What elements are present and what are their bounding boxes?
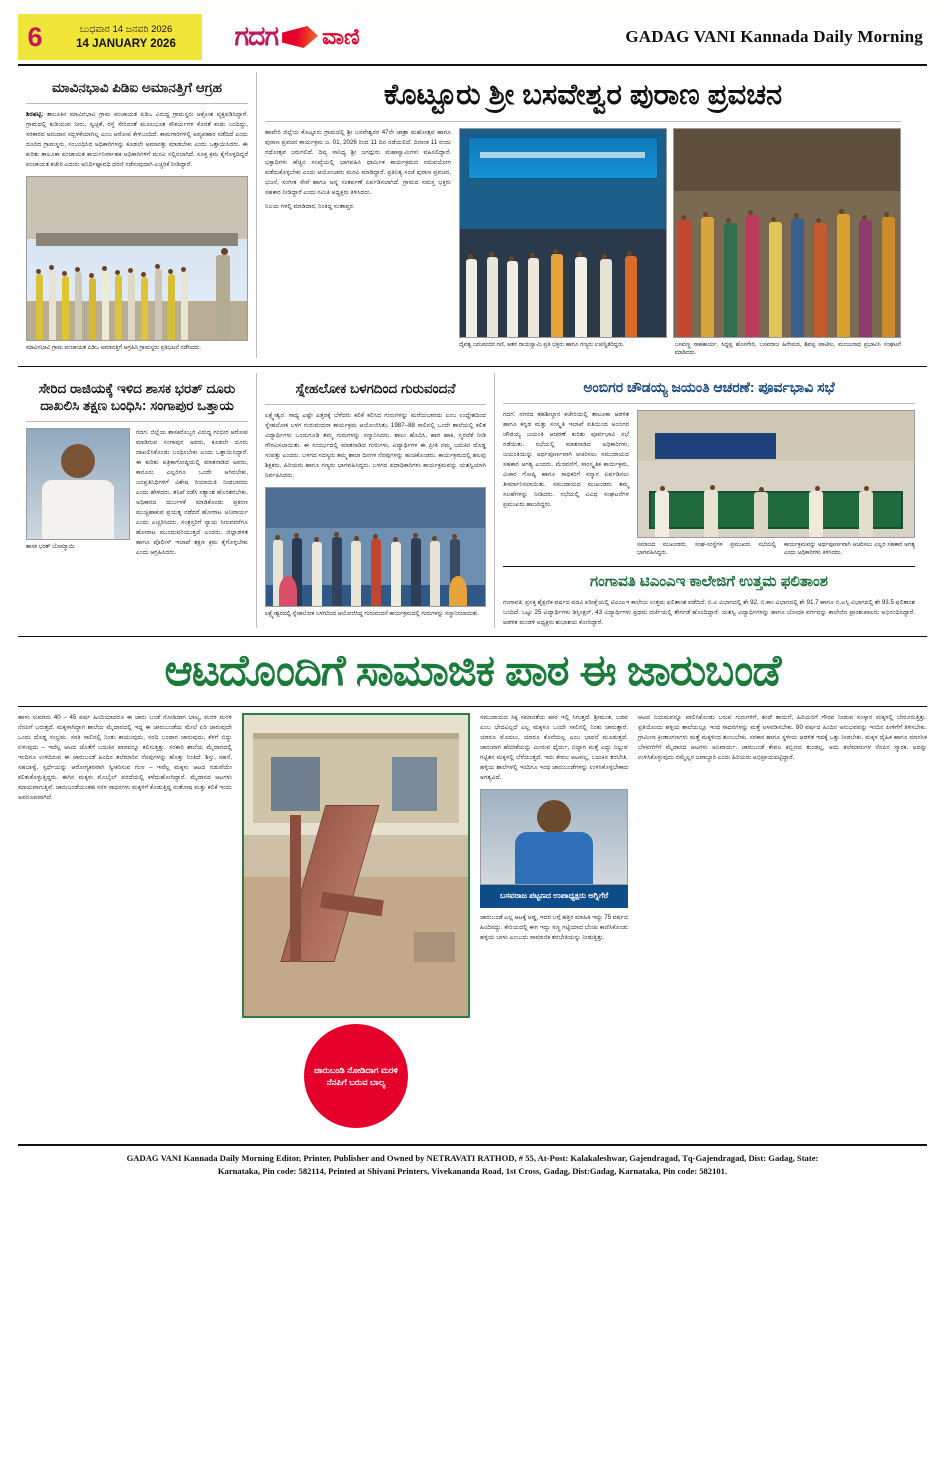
date-block <box>52 14 202 60</box>
paper-title: GADAG VANI Kannada Daily Morning <box>625 27 923 46</box>
photo-meeting <box>637 410 915 538</box>
section-divider <box>18 636 927 637</box>
photo-guruvandane-group <box>265 487 486 607</box>
divider <box>265 121 901 122</box>
article-headline: ಸ್ನೇಹಲೋಕ ಬಳಗದಿಂದ ಗುರುವಂದನೆ <box>295 381 456 397</box>
photo-caption-left: ದೈವತ್ವ ಜರುವಂದರ ಗಣಿ, ಆತನ ರಾಯಸ್ವಾಮಿ ಪ್ರತಿ ಭಕ್ತರು ಹಾಗೂ ಗಣ್ಯರು ಉಪಸ್ಥಿತರಿದ್ದರು. <box>459 341 625 348</box>
article-lead: ಶಿರಹಟ್ಟಿ: <box>26 110 44 118</box>
feature-body-col2: ಸಮುದಾಯದ ಸಿಕ್ಕ ಸಮಾನತೆಯ ಪಾಠ ಇಲ್ಲಿ ಸಿಗುತ್ತದೆ. ಶ್ರೀಮಂತ, ಬಡವ ಎಂಬ ಭೇದವಿಲ್ಲದೆ ಎಲ್ಲ ಮಕ್ಕಳೂ ಒಂದೇ ಸಾಲಿನಲ್ಲಿ ನಿಂತು ಜಾರುತ್ತಾರೆ. ಯಾರೂ ಮೊದಲು, ಯಾರೂ ಕೊನೆಯಲ್ಲ ಎಂಬ ಭಾವನೆ ಮೂಡುತ್ತದೆ. ಜಾರುವಾಗ ಹೆದರಿಕೆಯನ್ನು ಮೀರುವ ಧೈರ್ಯ, ಬಿದ್ದಾಗ ಮತ್ತೆ ಎದ್ದು ನಿಲ್ಲುವ ಗಟ್ಟಿತನ ಮಕ್ಕಳಲ್ಲಿ ಬೆಳೆಯುತ್ತದೆ. ಇದು ಕೇವಲ ಆಟವಲ್ಲ, ಬದುಕಿನ ತರಬೇತಿ. ಹಳ್ಳಿಯ ಶಾಲೆಗಳಲ್ಲಿ ಇಂದಿಗೂ ಇಂಥ ಜಾರುಬಂಡೆಗಳನ್ನು ಉಳಿಸಿಕೊಳ್ಳಬೇಕಾದ ಅಗತ್ಯವಿದೆ. <box>480 713 628 782</box>
page-number: 6 <box>18 14 52 60</box>
feature-photo-block <box>242 713 470 1134</box>
article-body: ಲಕ್ಷ್ಮೇಶ್ವರ: ಸಾಧ್ಯ ಎಷ್ಟೇ ಎತ್ತರಕ್ಕೆ ಬೆಳೆದರು ಕಲಿಕೆ ಕಲಿಸಿದ ಗುರುಗಳನ್ನು ಮರೆಯಬಾರದು ಎಂಬ ಉದ್ದೇಶದಿಂದ ಸ್ನೇಹಲೋಕ ಬಳಗ ಗುರುವಂದನಾ ಕಾರ್ಯಕ್ರಮ ಆಯೋಜಿಸಿತು. 1987–88 ಸಾಲಿನಲ್ಲಿ ಒಂದೇ ಶಾಲೆಯಲ್ಲಿ ಕಲಿತ ವಿದ್ಯಾರ್ಥಿಗಳು ಒಂದುಗೂಡಿ ತಮ್ಮ ಗುರುಗಳನ್ನು ಸನ್ಮಾನಿಸಿದರು. ಶಾಲು ಹೊದಿಸಿ, ಹಾರ ಹಾಕಿ, ಸ್ಮರಣಿಕೆ ನೀಡಿ ಗೌರವಿಸಲಾಯಿತು. ಈ ಸಂದರ್ಭದಲ್ಲಿ ಮಾತನಾಡಿದ ಗುರುಗಳು, ವಿದ್ಯಾರ್ಥಿಗಳ ಈ ಪ್ರೀತಿ ನಮ್ಮ ಬದುಕಿನ ದೊಡ್ಡ ಸಂಪತ್ತು ಎಂದರು. ಬಳಗದ ಸದಸ್ಯರು ತಮ್ಮ ಶಾಲಾ ದಿನಗಳ ನೆನಪುಗಳನ್ನು ಹಂಚಿಕೊಂಡರು. ಕಾರ್ಯಕ್ರಮದಲ್ಲಿ ಹಲವು ಶಿಕ್ಷಕರು, ಹಿರಿಯರು ಹಾಗೂ ಗಣ್ಯರು ಭಾಗವಹಿಸಿದ್ದರು. ಬಳಗದ ಪದಾಧಿಕಾರಿಗಳು ಕಾರ್ಯಕ್ರಮವನ್ನು ಯಶಸ್ವಿಯಾಗಿ ನಿರ್ವಹಿಸಿದರು. <box>265 412 486 480</box>
article-headline: ಕೊಟ್ಟೂರು ಶ್ರೀ ಬಸವೇಶ್ವರ ಪುರಾಣ ಪ್ರವಚನ <box>383 79 783 111</box>
article-body-tail: ನಿಲಯ ಗಳಲ್ಲಿ ಮಾಡಿದಾರ, ನಿಂತಿದ್ದ ಸಂತಾಪ್ತರ. <box>265 203 355 211</box>
row-1 <box>18 72 927 358</box>
stage-banner <box>468 137 657 179</box>
divider <box>503 403 915 404</box>
crowd <box>27 246 247 341</box>
photo-group <box>637 410 915 558</box>
logo-kannada-text: ಗದಗ <box>234 21 279 51</box>
seated-women-row <box>674 175 900 337</box>
feature-body-col3: ಆಟದ ನಿಯಮವನ್ನೂ ಪಾಲಿಸಿಕೊಂಡು ಬರುವ ಗುರುಗಳಿಗೆ, ತಂದೆ ತಾಯಿಗೆ, ಹಿರಿಯರಿಗೆ ಗೌರವ ನೀಡುವ ಸಂಸ್ಕಾರ ಮಕ್ಕಳಲ್ಲಿ ಬೇರೂರುತ್ತಿತ್ತು. ಪ್ರತಿಯೊಂದು ಹಳ್ಳಿಯ ಶಾಲೆಯಲ್ಲೂ ಇಂಥ ಸಾಧನಗಳನ್ನು ಮತ್ತೆ ಅಳವಡಿಸಬೇಕು. 80 ವರ್ಷದ ಹಿಂದಿನ ಅನುಭವವನ್ನು ಇಂದಿನ ಪೀಳಿಗೆಗೆ ತಿಳಿಸಬೇಕು. ಗ್ರಾಮೀಣ ಕ್ರೀಡಾಂಗಣಗಳು ಮತ್ತೆ ಮಕ್ಕಳಿಂದ ತುಂಬಬೇಕು. ಸರಕಾರ ಹಾಗೂ ಸ್ಥಳೀಯ ಆಡಳಿತ ಇದಕ್ಕೆ ಒತ್ತು ನೀಡಬೇಕು. ಮಕ್ಕಳ ದೈಹಿಕ ಹಾಗೂ ಮಾನಸಿಕ ಬೆಳವಣಿಗೆಗೆ ಮೈದಾನದ ಆಟಗಳು ಅನಿವಾರ್ಯ. ಜಾರುಬಂಡೆ ಕೇವಲ ಕಬ್ಬಿಣದ ತುಂಡಲ್ಲ, ಅದು ತಲೆಮಾರುಗಳ ನೆನಪಿನ ಸ್ಮಾರಕ. ಅದನ್ನು ಉಳಿಸಿಕೊಳ್ಳುವುದು ನಮ್ಮೆಲ್ಲರ ಜವಾಬ್ದಾರಿ ಎಂದು ಹಿರಿಯರು ಅಭಿಪ್ರಾಯಪಟ್ಟಿದ್ದಾರೆ. <box>638 713 927 762</box>
article-body: ಗಂಗಾವತಿ: ಪ್ರಸಕ್ತ ಶೈಕ್ಷಣಿಕ ವರ್ಷದ ಪದವಿ ಪರೀಕ್ಷೆಯಲ್ಲಿ ಟಿಎಂಎಇ ಕಾಲೇಜು ಉತ್ತಮ ಫಲಿತಾಂಶ ಪಡೆದಿದೆ. ಬಿ.ಎ ವಿಭಾಗದಲ್ಲಿ ಶೇ 92, ಬಿ.ಕಾಂ ವಿಭಾಗದಲ್ಲಿ ಶೇ 91.7 ಹಾಗೂ ಬಿ.ಎಸ್ಸಿ ವಿಭಾಗದಲ್ಲಿ ಶೇ 93.5 ಫಲಿತಾಂಶ ಬಂದಿದೆ. ಒಟ್ಟು 25 ವಿದ್ಯಾರ್ಥಿಗಳು ಡಿಸ್ಟಿಂಕ್ಷನ್, 43 ವಿದ್ಯಾರ್ಥಿಗಳು ಪ್ರಥಮ ದರ್ಜೆಯಲ್ಲಿ ತೇರ್ಗಡೆ ಹೊಂದಿದ್ದಾರೆ. ಯಶಸ್ವಿ ವಿದ್ಯಾರ್ಥಿಗಳನ್ನು ಹಾಗೂ ಬೋಧಕ ವರ್ಗವನ್ನು ಕಾಲೇಜಿನ ಪ್ರಾಂಶುಪಾಲರು ಅಭಿನಂದಿಸಿದ್ದಾರೆ. ಆಡಳಿತ ಮಂಡಳಿ ಅಧ್ಯಕ್ಷರು ಶುಭಾಶಯ ಕೋರಿದ್ದಾರೆ. <box>503 598 915 626</box>
meeting-attendees <box>638 459 914 537</box>
feature-article <box>18 647 927 1134</box>
footer-line-2: Karnataka, Pin code: 582114, Printed at Shivani Printers, Vivekananda Road, 1st Cross, Gadag, Dist:Gadag, Karnataka, Pin code: 582101. <box>217 1165 728 1176</box>
photo-women-audience <box>673 128 901 338</box>
flame-icon <box>282 26 318 48</box>
divider <box>18 706 927 707</box>
feature-headline: ಆಟದೊಂದಿಗೆ ಸಾಮಾಜಿಕ ಪಾಠ ಈ ಜಾರುಬಂಡೆ <box>164 646 781 695</box>
article-body <box>26 110 248 170</box>
divider <box>26 103 248 104</box>
divider <box>26 421 248 422</box>
article-headline: ಸೇರಿದ ರಾಜಿಯಕ್ಕೆ ಇಳಿದ ಶಾಸಕ ಭರತ್ ದೂರು ದಾಖಲಿಸಿ ತಕ್ಷಣ ಬಂಧಿಸಿ: ಸಂಗಾಪುರ ಒತ್ತಾಯ <box>38 381 236 414</box>
divider <box>265 404 486 405</box>
article-basaveshwara-purana <box>256 72 909 358</box>
article-headline: ಅಂಬಿಗರ ಚೌಡಯ್ಯ ಜಯಂತಿ ಆಚರಣೆ: ಪೂರ್ವಭಾವಿ ಸಭೆ <box>583 379 835 396</box>
article-text: ತಾಲೂಕಿನ ಮಾವಿನಭಾವಿ ಗ್ರಾಮ ಪಂಚಾಯತ ಪಿಡಿಒ ವಿರುದ್ಧ ಗ್ರಾಮಸ್ಥರು ಆಕ್ರೋಶ ವ್ಯಕ್ತಪಡಿಸಿದ್ದಾರೆ. ಗ್ರಾಮದಲ್ಲಿ ಕುಡಿಯುವ ನೀರು, ಸ್ವಚ್ಛತೆ, ರಸ್ತೆ ಸೇರಿದಂತೆ ಮೂಲಭೂತ ಸೌಕರ್ಯಗಳ ಕೊರತೆ ಕಂಡು ಬಂದಿದ್ದು, ಸರಕಾರದ ಅನುದಾನ ಸದ್ಬಳಕೆಯಾಗಿಲ್ಲ ಎಂಬ ಆರೋಪ ಕೇಳಿಬಂದಿದೆ. ಕಾಮಗಾರಿಗಳಲ್ಲಿ ಅವ್ಯವಹಾರ ನಡೆದಿದೆ ಎಂದು ದೂರಿದ ಗ್ರಾಮಸ್ಥರು, ಸಂಬಂಧಿಸಿದ ಅಧಿಕಾರಿಗಳನ್ನು ಕೂಡಲೇ ಅಮಾನತ್ತು ಮಾಡಬೇಕು ಎಂದು ಒತ್ತಾಯಿಸಿದರು. ಈ ಕುರಿತು ತಾಲೂಕಾ ಪಂಚಾಯತ ಕಾರ್ಯನಿರ್ವಾಹಕ ಅಧಿಕಾರಿಗಳಿಗೆ ಮನವಿ ಸಲ್ಲಿಸಲಾಗಿದೆ. ಸೂಕ್ತ ಕ್ರಮ ಕೈಗೊಳ್ಳದಿದ್ದರೆ ಪಂಚಾಯತ ಕಚೇರಿ ಎದುರು ಅನಿರ್ದಿಷ್ಟಾವಧಿ ಧರಣಿ ನಡೆಸುವುದಾಗಿ ಎಚ್ಚರಿಕೆ ನೀಡಿದ್ದಾರೆ. <box>26 110 248 169</box>
logo-vani-text: ವಾಣಿ <box>322 24 360 49</box>
photo-dais-men <box>459 128 667 338</box>
article-body: ಗದಗ: ನಗರದ ತಹಶೀಲ್ದಾರ ಕಚೇರಿಯಲ್ಲಿ ತಾಲೂಕಾ ಆಡಳಿತ ಹಾಗೂ ಕನ್ನಡ ಮತ್ತು ಸಂಸ್ಕೃತಿ ಇಲಾಖೆ ವತಿಯಿಂದ ಅಂಬಿಗರ ಚೌಡಯ್ಯ ಜಯಂತಿ ಆಚರಣೆ ಕುರಿತು ಪೂರ್ವಭಾವಿ ಸಭೆ ನಡೆಯಿತು. ಸಭೆಯಲ್ಲಿ ಮಾತನಾಡಿದ ಅಧಿಕಾರಿಗಳು, ಜಯಂತಿಯನ್ನು ಅರ್ಥಪೂರ್ಣವಾಗಿ ಆಚರಿಸಲು ಸಮುದಾಯದ ಸಹಕಾರ ಅಗತ್ಯ ಎಂದರು. ಮೆರವಣಿಗೆ, ಸಾಂಸ್ಕೃತಿಕ ಕಾರ್ಯಕ್ರಮ, ವಿಚಾರ ಗೋಷ್ಠಿ ಹಾಗೂ ಸಾಧಕರಿಗೆ ಸನ್ಮಾನ ಏರ್ಪಡಿಸಲು ತೀರ್ಮಾನಿಸಲಾಯಿತು. ಸಮುದಾಯದ ಮುಖಂಡರು ತಮ್ಮ ಸಲಹೆಗಳನ್ನು ನೀಡಿದರು. ಸಭೆಯಲ್ಲಿ ವಿವಿಧ ಸಂಘಟನೆಗಳ ಪ್ರಮುಖರು ಹಾಜರಿದ್ದರು. <box>503 410 629 509</box>
portrait-block <box>26 428 130 559</box>
newspaper-page <box>0 14 945 1460</box>
date-english: 14 JANUARY 2026 <box>76 38 176 50</box>
portrait-caption: ಬಸವರಾಜ ಪಟ್ಟಣದ ಉಪಾಧ್ಯಕ್ಷರು ಅಗ್ನಿಗೆರೆ <box>480 884 628 908</box>
photo-protest <box>26 176 248 341</box>
logo <box>202 14 392 60</box>
article-ambigara-chowdayya <box>494 373 923 628</box>
footer-line-1: GADAG VANI Kannada Daily Morning Editor, Printer, Publisher and Owned by NETRAVATI RATHOD, # 55, At-Post: Kalakaleshwar, Gajendragad, Tq-Gajendragad, Dist: Gadag, State: <box>126 1152 819 1163</box>
portrait-caption: ಶಾಸಕ ಭರತ್ ಬೊಮ್ಮಾಯಿ <box>26 543 75 550</box>
masthead-spacer <box>392 14 625 60</box>
photo-caption: ಲಕ್ಷ್ಮೇಶ್ವರದಲ್ಲಿ ಸ್ನೇಹಲೋಕ ಬಳಗದಿಂದ ಆಯೋಜಿಸಿದ್ದ ಗುರುವಂದನೆ ಕಾರ್ಯಕ್ರಮದಲ್ಲಿ ಗುರುಗಳನ್ನು ಸನ್ಮಾನಿಸಲಾಯಿತು. <box>265 611 480 618</box>
article-body: ಗದಗ: ಜಿಲ್ಲೆಯ ಶಾಸಕರೊಬ್ಬರ ವಿರುದ್ಧ ಗಂಭೀರ ಆರೋಪ ಮಾಡಿರುವ ಸಂಗಾಪುರ ಅವರು, ಕೂಡಲೇ ದೂರು ದಾಖಲಿಸಿಕೊಂಡು ಬಂಧಿಸಬೇಕು ಎಂದು ಒತ್ತಾಯಿಸಿದ್ದಾರೆ. ಈ ಕುರಿತು ಪತ್ರಿಕಾಗೋಷ್ಠಿಯಲ್ಲಿ ಮಾತನಾಡಿದ ಅವರು, ಕಾನೂನು ಎಲ್ಲರಿಗೂ ಒಂದೇ ಆಗಿರಬೇಕು, ಜನಪ್ರತಿನಿಧಿಗಳಿಗೆ ವಿಶೇಷ ರಿಯಾಯಿತಿ ನೀಡಬಾರದು ಎಂದು ಹೇಳಿದರು. ತನಿಖೆ ನಡೆಸಿ ಸತ್ಯಾಂಶ ಹೊರತರಬೇಕು, ಅಧಿಕಾರದ ದುರ್ಬಳಕೆ ಮಾಡಿಕೊಂಡು ಪ್ರಕರಣ ಮುಚ್ಚಿಹಾಕುವ ಪ್ರಯತ್ನ ನಡೆದರೆ ಹೋರಾಟ ಅನಿವಾರ್ಯ ಎಂದು ಎಚ್ಚರಿಸಿದರು. ಸಂತ್ರಸ್ತರಿಗೆ ನ್ಯಾಯ ಸಿಗುವವರೆಗೂ ಹೋರಾಟ ಮುಂದುವರಿಯುತ್ತದೆ ಎಂದರು. ಜಿಲ್ಲಾಡಳಿತ ಹಾಗೂ ಪೊಲೀಸ್ ಇಲಾಖೆ ತಕ್ಷಣ ಕ್ರಮ ಕೈಗೊಳ್ಳಬೇಕು ಎಂದು ಆಗ್ರಹಿಸಿದರು. <box>136 428 248 557</box>
row-2 <box>18 373 927 628</box>
article-headline: ಗಂಗಾವತಿ ಟಿಎಂಎಇ ಕಾಲೇಜಿಗೆ ಉತ್ತಮ ಫಲಿತಾಂಶ <box>589 573 828 591</box>
photo-group <box>459 128 901 358</box>
article-headline: ಮಾವಿನಭಾವಿ ಪಿಡಿಐ ಅಮಾನತ್ತಿಗೆ ಆಗ್ರಹ <box>52 80 222 95</box>
photo-caption: ಮಾವಿನಭಾವಿ ಗ್ರಾಮ ಪಂಚಾಯತ ಪಿಡಿಒ ಅಮಾನತ್ತಿಗೆ ಆಗ್ರಹಿಸಿ ಗ್ರಾಮಸ್ಥರು ಪ್ರತಿಭಟನೆ ನಡೆಸಿದರು. <box>26 345 201 352</box>
seated-row <box>460 212 666 337</box>
article-pdo-suspension <box>18 72 256 358</box>
masthead <box>18 14 927 66</box>
photo-caption-right: ಬಸವಣ್ಣ ಸಾಹಕಾರ್ಯ, ಸಿದ್ದಪ್ಪ ಹೊಸಗೇರಿ, ಬಸವರಾಜ ಹಿರೇಮಠ, ಶಿವಪ್ಪ ಪಾಟೀಲ, ಮಂಜುನಾಥ ಪ್ರಭಾವಿಸಿ ಸಂಘಟನೆ ಮಾಡಿದರು. <box>674 341 901 357</box>
photo-portrait-mla <box>26 428 130 540</box>
article-tmae-results <box>503 573 915 628</box>
photo-portrait-basavaraj <box>480 789 628 885</box>
feature-body-col1: ಹಾಳು ಸುಮಾರು 40 – 45 ವರ್ಷ ಹಿಂದಿಯಾದರೂ ಈ ಜಾರು ಬಂಡೆ ನೋಡಿದಾಗ ಬಾಲ್ಯ, ಮರಳಿ ಮರಳಿ ನೆನಪಿಗೆ ಬರುತ್ತದೆ. ಮಕ್ಕಳಾಗಿದ್ದಾಗ ಶಾಲೆಯ ಮೈದಾನದಲ್ಲಿ ಇದ್ದ ಈ ಜಾರುಬಂಡೆಯ ಮೇಲೆ ಏರಿ ಜಾರುವುದೇ ಒಂದು ದೊಡ್ಡ ಸಂಭ್ರಮ. ಸರತಿ ಸಾಲಿನಲ್ಲಿ ನಿಂತು ಕಾಯುವುದು, ಸರದಿ ಬಂದಾಗ ಜಾರುವುದು, ಕೆಳಗೆ ಬಿದ್ದು ಏಳುವುದು – ಇದೆಲ್ಲ ಆಟದ ಜೊತೆಗೆ ಬದುಕಿನ ಪಾಠವನ್ನೂ ಕಲಿಸುತ್ತಿತ್ತು. ಸರಕಾರಿ ಶಾಲೆಯ ಮೈದಾನದಲ್ಲಿ ಇಂದಿಗೂ ಉಳಿದಿರುವ ಈ ಜಾರುಬಂಡೆ ಹಿಂದಿನ ತಲೆಮಾರಿನ ನೆನಪುಗಳನ್ನು ಹೊತ್ತು ನಿಂತಿದೆ. ಶಿಸ್ತು, ಸಹನೆ, ಸಹಬಾಳ್ವೆ, ಸ್ಪರ್ಧೆಯನ್ನು ಆರೋಗ್ಯಕರವಾಗಿ ಸ್ವೀಕರಿಸುವ ಗುಣ – ಇವೆಲ್ಲ ಮಕ್ಕಳು ಆಟದ ನಡುವೆಯೇ ಕಲಿತುಕೊಳ್ಳುತ್ತಿದ್ದರು. ಈಗಿನ ಮಕ್ಕಳು ಮೊಬೈಲ್ ಪರದೆಯಲ್ಲಿ ಕಳೆದುಹೋಗಿದ್ದಾರೆ. ಮೈದಾನದ ಆಟಗಳು ಮಾಯವಾಗುತ್ತಿವೆ. ಜಾರುಬಂಡೆಯಂತಹ ಸರಳ ಸಾಧನಗಳು ಮಕ್ಕಳಿಗೆ ಕೊಡುತ್ತಿದ್ದ ಸಂತೋಷ ಮತ್ತು ಕಲಿಕೆ ಇಂದು ಅಪರೂಪವಾಗಿದೆ. <box>18 713 232 802</box>
photo-slide-playground <box>242 713 470 1018</box>
pull-quote-circle: ಜಾರುಬಂಡಿ ನೋಡಿದಾಗ ಮರಳಿ ನೆನಪಿಗೆ ಬರುವ ಬಾಲ್ಯ <box>304 1024 408 1128</box>
divider <box>503 566 915 567</box>
photo-caption-right: ಕಾರ್ಯಕ್ರಮವನ್ನು ಅರ್ಥಪೂರ್ಣವಾಗಿ ಆಚರಿಸಲು ಎಲ್ಲರ ಸಹಕಾರ ಅಗತ್ಯ ಎಂದು ಅಧಿಕಾರಿಗಳು ತಿಳಿಸಿದರು. <box>784 541 915 557</box>
footer-imprint <box>18 1144 927 1178</box>
date-kannada: ಬುಧವಾರ 14 ಜನವರಿ 2026 <box>79 24 173 35</box>
article-guruvandane <box>256 373 494 628</box>
article-text-column <box>265 128 451 358</box>
photo-caption-left: ಸಮಾಜದ ಮುಖಂಡರು, ಸಂಘ-ಸಂಸ್ಥೆಗಳ ಪ್ರಮುಖರು ಸಭೆಯಲ್ಲಿ ಭಾಗವಹಿಸಿದ್ದರು. <box>637 541 776 557</box>
section-divider <box>18 366 927 367</box>
feature-body-col2b: ಜಾರುಬಂಡೆ ಎಲ್ಲ ಆಟಕ್ಕೆ ಅಡ್ಡ, ಇದರ ಬಗ್ಗೆ ಹತ್ತಿರ ಮಾಹಿತಿ ಇದ್ದು 75 ವರ್ಷದ ಹಿಂದಿನದ್ದು. ಕೇರಿಯದಲ್ಲಿ ಈಗ ಇದ್ದು ಸಣ್ಣ ಗಟ್ಟಿಯಾದ ಬೆಂಚು ಕಾಣಿಸಿಕೊಂಡು ಹಳ್ಳಿಯ ಬಾಳು ಎಂಬುದು ಸಾಮಾಜಿಕ ತರಬೇತಿಯನ್ನು ನೀಡುತ್ತಿತ್ತು. <box>480 913 628 941</box>
article-body: ಹಾವೇರಿ ಜಿಲ್ಲೆಯ ಕೊಟ್ಟೂರು ಗ್ರಾಮದಲ್ಲಿ ಶ್ರೀ ಬಸವೇಶ್ವರರ 47ನೇ ಜಾತ್ರಾ ಮಹೋತ್ಸವ ಹಾಗೂ ಪುರಾಣ ಪ್ರವಚನ ಕಾರ್ಯಕ್ರಮ ಜ. 01, 2026 ರಿಂದ 11 ದಿನ ನಡೆಯಲಿದೆ. ದಿನಾಂಕ 11 ರಂದು ರಥೋತ್ಸವ ಜರುಗಲಿದೆ. ದಿವ್ಯ ಸಾನಿಧ್ಯ ಶ್ರೀ ಜಗದ್ಗುರು ಮಹಾಸ್ವಾಮಿಗಳು ವಹಿಸಲಿದ್ದಾರೆ. ಭಕ್ತಾದಿಗಳು ಹೆಚ್ಚಿನ ಸಂಖ್ಯೆಯಲ್ಲಿ ಭಾಗವಹಿಸಿ ಧಾರ್ಮಿಕ ಕಾರ್ಯಕ್ರಮದ ಸದುಪಯೋಗ ಪಡೆದುಕೊಳ್ಳಬೇಕು ಎಂದು ಆಯೋಜಕರು ಮನವಿ ಮಾಡಿದ್ದಾರೆ. ಪ್ರತಿನಿತ್ಯ ಸಂಜೆ ಪುರಾಣ ಪ್ರವಚನ, ಭಜನೆ, ಸಂಗೀತ ಸೇವೆ ಹಾಗೂ ಅನ್ನ ಸಂತರ್ಪಣೆ ಏರ್ಪಡಿಸಲಾಗಿದೆ. ಗ್ರಾಮದ ಸಮಸ್ತ ಭಕ್ತರು ಸಹಕಾರ ನೀಡಿದ್ದಾರೆ ಎಂದು ಸಮಿತಿ ಅಧ್ಯಕ್ಷರು ತಿಳಿಸಿದರು. <box>265 128 451 197</box>
article-mla-arrest-demand <box>18 373 256 628</box>
feature-col2 <box>480 713 628 1134</box>
